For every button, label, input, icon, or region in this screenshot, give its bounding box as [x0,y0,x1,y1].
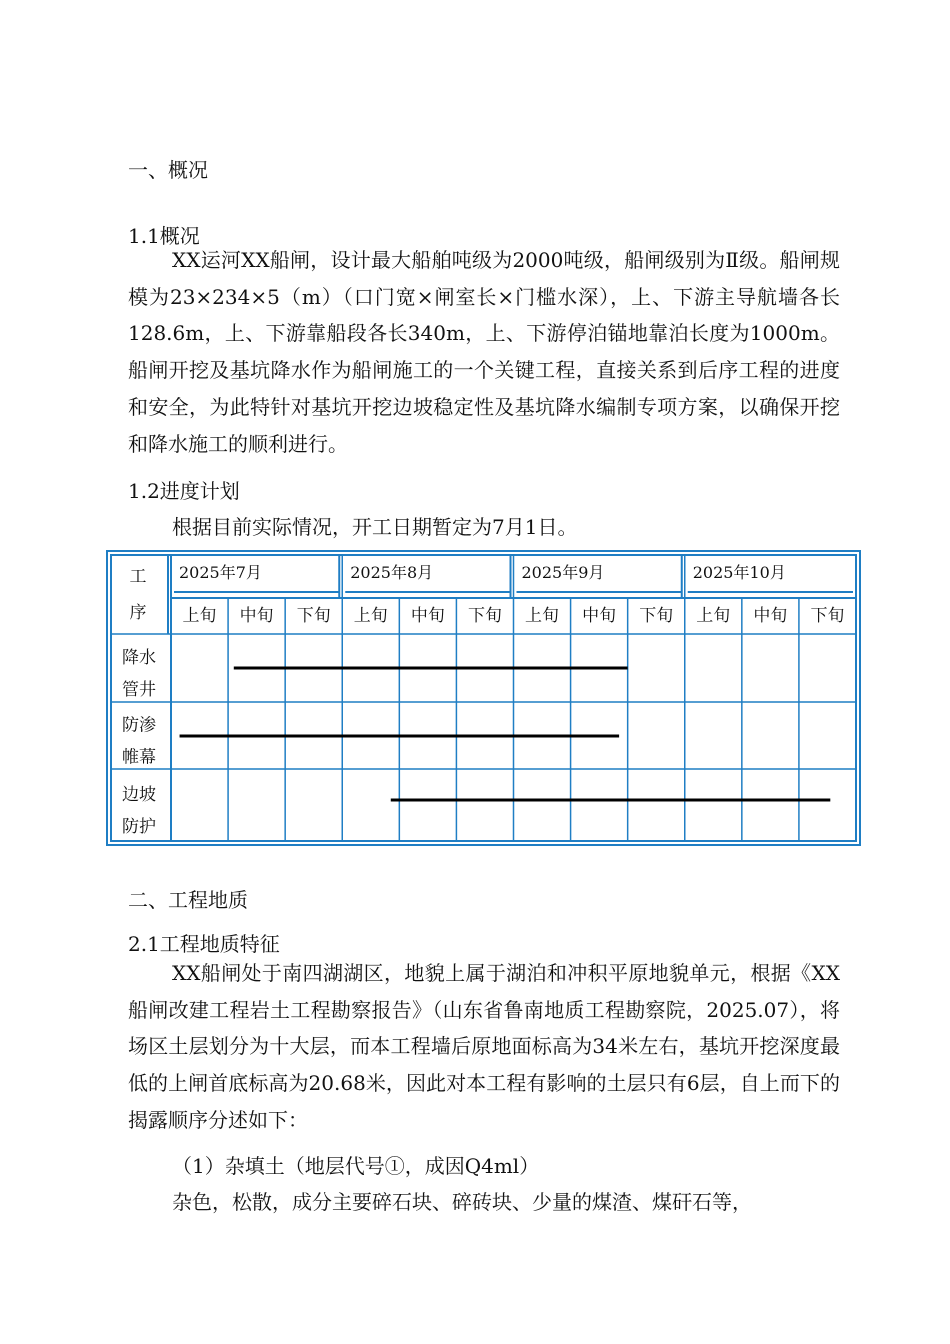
section-2-1-heading: 2.1工程地质特征 [128,932,280,956]
schedule-gantt-table [106,550,861,846]
section-2-1-item-1: （1）杂填土（地层代号①，成因Q4ml） [172,1154,540,1178]
gantt-header-label: 工 [129,567,147,587]
gantt-period-label: 中旬 [582,606,617,626]
section-1-2-paragraph: 根据目前实际情况，开工日期暂定为7月1日。 [172,515,578,539]
section-2-1-paragraph: XX船闸处于南四湖湖区，地貌上属于湖泊和冲积平原地貌单元，根据《XX船闸改建工程岩土工程勘察报告》（山东省鲁南地质工程勘察院，2025.07），将场区土层划分为十大层，而本工程墙后原地面标高为34米左右，基坑开挖深度最低的上闸首底标高为20.68米，因此对本工程有影响的土层只有6层，自上而下的揭露顺序分述如下： [128,961,840,1132]
gantt-task-label: 降水 [122,648,156,668]
gantt-svg [106,550,861,846]
gantt-task-label: 边坡 [122,785,156,805]
gantt-period-label: 下旬 [810,606,845,626]
gantt-task-label: 帷幕 [122,747,156,768]
gantt-header-label: 序 [129,603,147,623]
gantt-period-label: 上旬 [182,606,217,626]
gantt-period-label: 中旬 [239,606,274,626]
section-1-1-heading: 1.1概况 [128,224,200,248]
gantt-task-label: 管井 [122,680,156,700]
gantt-period-label: 下旬 [639,606,674,626]
section-1-1-paragraph: XX运河XX船闸，设计最大船舶吨级为2000吨级，船闸级别为Ⅱ级。船闸规模为23×234×5（m）（口门宽×闸室长×门槛水深），上、下游主导航墙各长128.6m，上、下游靠船段各长340m，上、下游停泊锚地靠泊长度为1000m。船闸开挖及基坑降水作为船闸施工的一个关键工程，直接关系到后序工程的进度和安全，为此特针对基坑开挖边坡稳定性及基坑降水编制专项方案，以确保开挖和降水施工的顺利进行。 [128,248,840,456]
gantt-period-label: 中旬 [753,606,788,626]
gantt-period-label: 下旬 [296,606,331,626]
section-2-heading: 二、工程地质 [128,888,248,912]
section-1-2-heading: 1.2进度计划 [128,479,240,503]
gantt-task-label: 防渗 [122,715,156,736]
gantt-period-label: 上旬 [353,606,388,626]
gantt-period-label: 下旬 [467,606,502,626]
gantt-month-label: 2025年9月 [521,563,605,582]
gantt-period-label: 中旬 [410,606,445,626]
gantt-period-label: 上旬 [525,606,560,626]
gantt-month-label: 2025年10月 [692,563,786,582]
section-2-1-item-1-paragraph: 杂色，松散，成分主要碎石块、碎砖块、少量的煤渣、煤矸石等， [172,1190,752,1214]
section-1-heading: 一、概况 [128,158,208,182]
gantt-month-label: 2025年7月 [179,563,262,582]
gantt-period-label: 上旬 [696,606,731,626]
gantt-month-label: 2025年8月 [350,563,434,582]
gantt-task-label: 防护 [122,817,156,837]
